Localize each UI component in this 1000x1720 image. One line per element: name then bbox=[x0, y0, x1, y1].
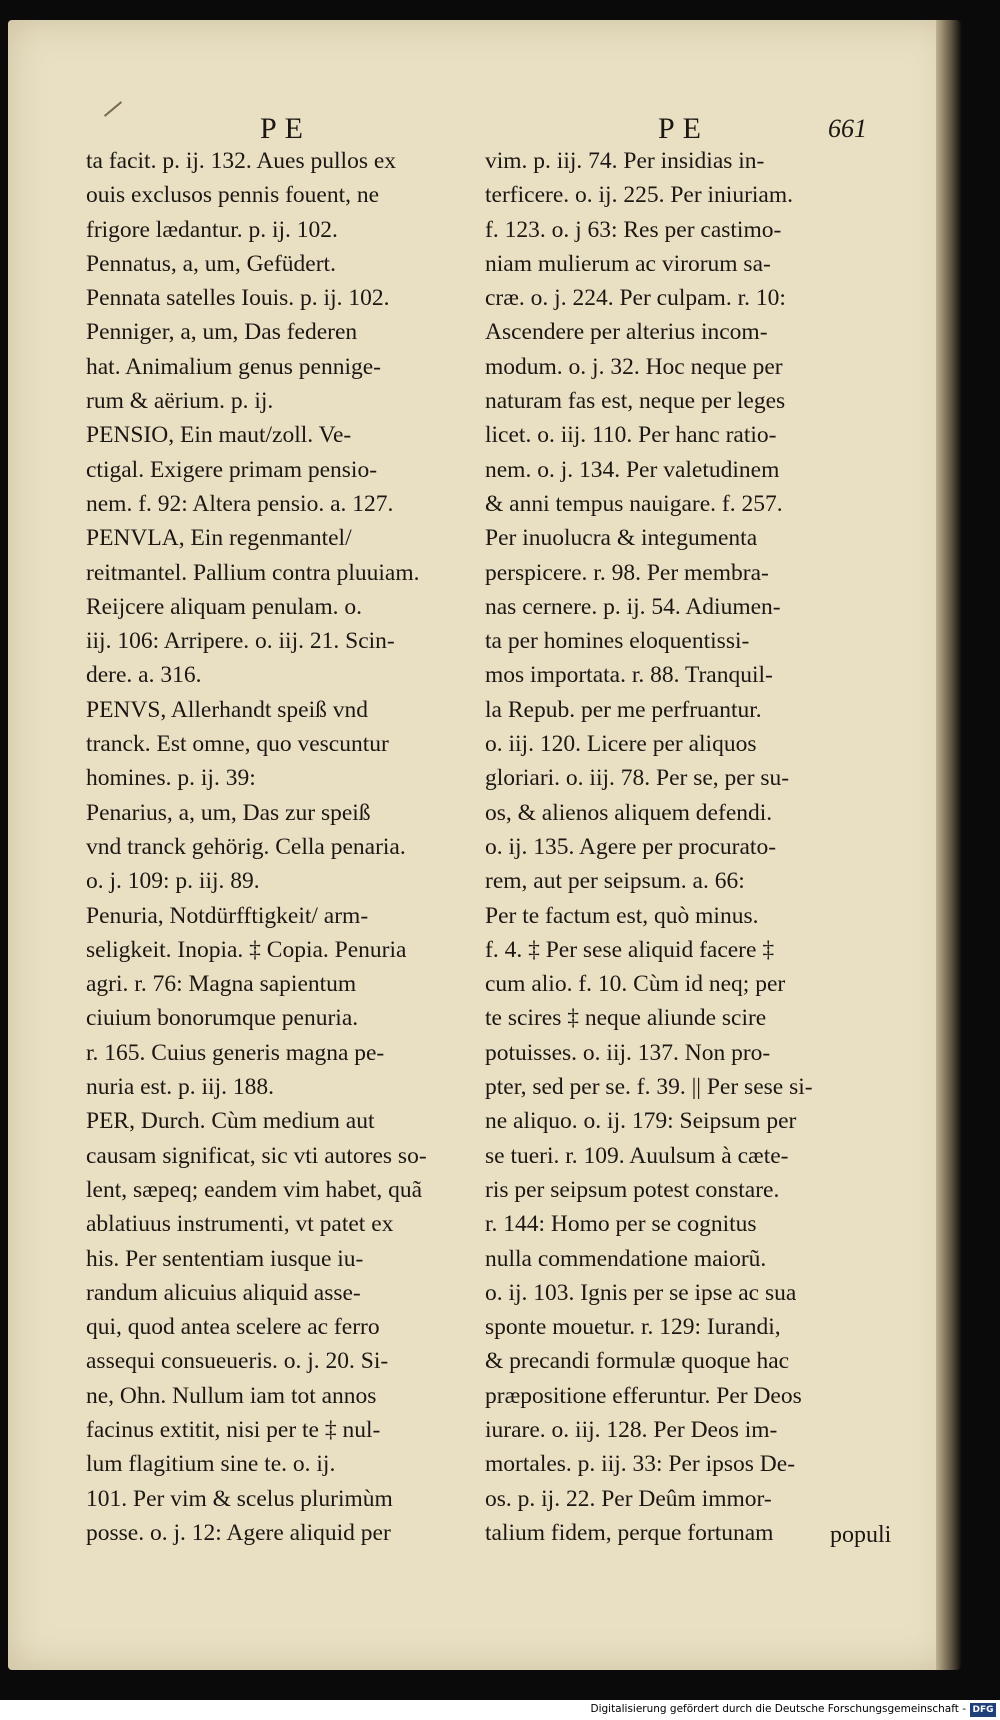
text-line: ouis exclusos pennis fouent, ne bbox=[86, 182, 380, 209]
running-head-right: PE bbox=[658, 112, 710, 145]
text-line: frigore lædantur. p. ij. 102. bbox=[86, 216, 338, 243]
text-line: Penarius, a, um, Das zur speiß bbox=[86, 799, 371, 826]
text-line: PENVS, Allerhandt speiß vnd bbox=[86, 696, 368, 723]
text-line: Reijcere aliquam penulam. o. bbox=[86, 593, 363, 620]
text-line: iurare. o. iij. 128. Per Deos im- bbox=[485, 1416, 778, 1443]
text-line: ne, Ohn. Nullum iam tot annos bbox=[86, 1382, 377, 1409]
text-line: nulla commendatione maiorũ. bbox=[485, 1245, 767, 1272]
text-line: nem. o. j. 134. Per valetudinem bbox=[485, 456, 780, 483]
text-line: f. 4. ‡ Per sese aliquid facere ‡ bbox=[485, 936, 775, 963]
text-line: Per inuolucra & integumenta bbox=[485, 525, 758, 552]
text-line: PENVLA, Ein regenmantel/ bbox=[86, 525, 352, 552]
text-line: Ascendere per alterius incom- bbox=[485, 319, 768, 346]
text-line: seligkeit. Inopia. ‡ Copia. Penuria bbox=[86, 936, 407, 963]
text-line: facinus extitit, nisi per te ‡ nul- bbox=[86, 1416, 381, 1443]
text-line: PER, Durch. Cùm medium aut bbox=[86, 1108, 375, 1135]
text-line: hat. Animalium genus pennige- bbox=[86, 353, 382, 380]
text-line: ciuium bonorumque penuria. bbox=[86, 1005, 359, 1032]
text-line: rem, aut per seipsum. a. 66: bbox=[485, 868, 745, 895]
text-line: nas cernere. p. ij. 54. Adiumen- bbox=[485, 593, 781, 620]
text-line: nem. f. 92: Altera pensio. a. 127. bbox=[86, 490, 394, 517]
text-line: nuria est. p. iij. 188. bbox=[86, 1074, 274, 1101]
text-line: r. 165. Cuius generis magna pe- bbox=[86, 1039, 385, 1066]
catchword: populi bbox=[830, 1522, 892, 1548]
text-line: & anni tempus nauigare. f. 257. bbox=[485, 490, 783, 517]
text-line: dere. a. 316. bbox=[86, 662, 202, 689]
text-line: o. ij. 103. Ignis per se ipse ac sua bbox=[485, 1279, 797, 1306]
page-number: 661 bbox=[828, 114, 867, 143]
text-line: cum alio. f. 10. Cùm id neq; per bbox=[485, 971, 786, 998]
footer-credit: Digitalisierung gefördert durch die Deutsche Forschungsgemeinschaft - bbox=[590, 1703, 966, 1715]
running-head-left: PE bbox=[260, 112, 312, 145]
text-line: vnd tranck gehörig. Cella penaria. bbox=[86, 833, 406, 860]
page-edge-shadow bbox=[936, 20, 962, 1670]
text-line: qui, quod antea scelere ac ferro bbox=[86, 1314, 380, 1341]
text-line: talium fidem, perque fortunam bbox=[485, 1519, 774, 1546]
dfg-logo: DFG bbox=[970, 1703, 996, 1717]
text-line: la Repub. per me perfruantur. bbox=[485, 696, 762, 723]
text-line: ctigal. Exigere primam pensio- bbox=[86, 456, 378, 483]
book-page bbox=[8, 20, 952, 1670]
text-line: iij. 106: Arripere. o. iij. 21. Scin- bbox=[86, 628, 395, 655]
text-line: o. ij. 135. Agere per procurato- bbox=[485, 833, 777, 860]
text-line: o. iij. 120. Licere per aliquos bbox=[485, 731, 757, 758]
text-line: 101. Per vim & scelus plurimùm bbox=[86, 1485, 393, 1512]
text-line: causam significat, sic vti autores so- bbox=[86, 1142, 427, 1169]
text-line: agri. r. 76: Magna sapientum bbox=[86, 971, 357, 998]
left-column bbox=[86, 144, 491, 1550]
text-line: homines. p. ij. 39: bbox=[86, 765, 256, 792]
text-line: Penuria, Notdürfftigkeit/ arm- bbox=[86, 902, 369, 929]
text-line: vim. p. iij. 74. Per insidias in- bbox=[485, 148, 765, 174]
text-line: mortales. p. iij. 33: Per ipsos De- bbox=[485, 1451, 796, 1478]
text-line: ne aliquo. o. ij. 179: Seipsum per bbox=[485, 1108, 797, 1135]
text-line: r. 144: Homo per se cognitus bbox=[485, 1211, 757, 1238]
text-line: modum. o. j. 32. Hoc neque per bbox=[485, 353, 783, 380]
text-line: lum flagitium sine te. o. ij. bbox=[86, 1451, 336, 1478]
text-line: potuisses. o. iij. 137. Non pro- bbox=[485, 1039, 771, 1066]
text-line: cræ. o. j. 224. Per culpam. r. 10: bbox=[485, 285, 786, 312]
text-line: te scires ‡ neque aliunde scire bbox=[485, 1005, 767, 1032]
text-line: posse. o. j. 12: Agere aliquid per bbox=[86, 1519, 391, 1546]
text-line: reitmantel. Pallium contra pluuiam. bbox=[86, 559, 420, 586]
text-line: ris per seipsum potest constare. bbox=[485, 1176, 780, 1203]
text-line: ablatiuus instrumenti, vt patet ex bbox=[86, 1211, 394, 1238]
text-line: se tueri. r. 109. Auulsum à cæte- bbox=[485, 1142, 789, 1169]
text-line: randum alicuius aliquid asse- bbox=[86, 1279, 361, 1306]
text-line: naturam fas est, neque per leges bbox=[485, 388, 786, 415]
text-line: perspicere. r. 98. Per membra- bbox=[485, 559, 769, 586]
text-line: assequi consueueris. o. j. 20. Si- bbox=[86, 1348, 389, 1375]
text-line: tranck. Est omne, quo vescuntur bbox=[86, 731, 389, 758]
text-line: Pennatus, a, um, Gefüdert. bbox=[86, 250, 336, 277]
text-line: ta facit. p. ij. 132. Aues pullos ex bbox=[86, 148, 397, 174]
text-line: o. j. 109: p. iij. 89. bbox=[86, 868, 260, 895]
text-line: sponte mouetur. r. 129: Iurandi, bbox=[485, 1314, 781, 1341]
text-line: Pennata satelles Iouis. p. ij. 102. bbox=[86, 285, 390, 312]
text-line: mos importata. r. 88. Tranquil- bbox=[485, 662, 773, 689]
text-line: niam mulierum ac virorum sa- bbox=[485, 250, 771, 277]
text-line: & precandi formulæ quoque hac bbox=[485, 1348, 790, 1375]
text-line: PENSIO, Ein maut/zoll. Ve- bbox=[86, 422, 352, 449]
text-line: os, & alienos aliquem defendi. bbox=[485, 799, 773, 826]
text-line: ta per homines eloquentissi- bbox=[485, 628, 750, 655]
text-line: pter, sed per se. f. 39. || Per sese si- bbox=[485, 1074, 813, 1101]
text-line: licet. o. iij. 110. Per hanc ratio- bbox=[485, 422, 777, 449]
text-line: Penniger, a, um, Das federen bbox=[86, 319, 358, 346]
text-line: rum & aërium. p. ij. bbox=[86, 388, 274, 415]
text-line: Per te factum est, quò minus. bbox=[485, 902, 759, 929]
text-line: his. Per sententiam iusque iu- bbox=[86, 1245, 364, 1272]
right-column bbox=[485, 144, 890, 1550]
text-line: terficere. o. ij. 225. Per iniuriam. bbox=[485, 182, 794, 209]
text-line: gloriari. o. iij. 78. Per se, per su- bbox=[485, 765, 790, 792]
footer-bar bbox=[0, 1700, 1000, 1720]
text-line: os. p. ij. 22. Per Deûm immor- bbox=[485, 1485, 772, 1512]
text-line: præpositione efferuntur. Per Deos bbox=[485, 1382, 802, 1409]
text-line: lent, sæpeq; eandem vim habet, quã bbox=[86, 1176, 423, 1203]
text-line: f. 123. o. j 63: Res per castimo- bbox=[485, 216, 782, 243]
